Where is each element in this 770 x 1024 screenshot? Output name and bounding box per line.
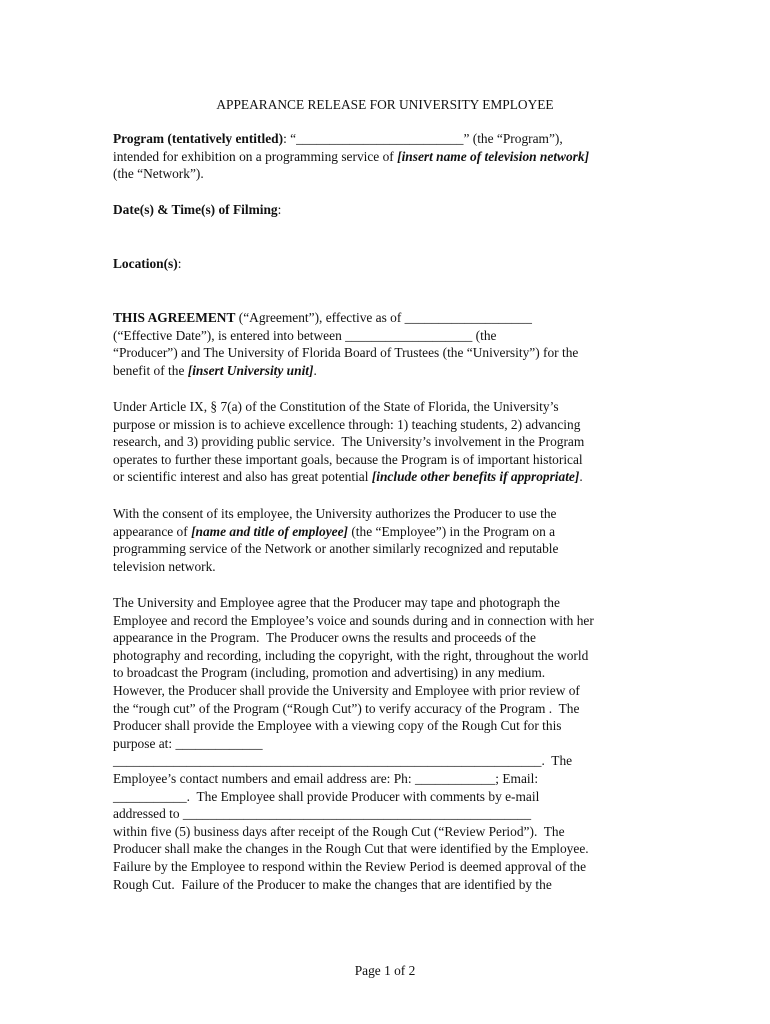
program-paragraph	[113, 130, 658, 183]
benefits-placeholder: [include other benefits if appropriate]	[371, 469, 580, 485]
program-line-1: Program (tentatively entitled): “_________________________” (the “Program”),	[113, 131, 563, 146]
consent-line-3: programming service of the Network or another similarly recognized and reputable	[113, 541, 559, 557]
rough-cut-line: within five (5) business days after receipt of the Rough Cut (“Review Period”). The	[113, 823, 565, 839]
employee-placeholder: [name and title of employee]	[191, 523, 348, 539]
unit-placeholder: [insert University unit]	[187, 362, 314, 378]
consent-line-1: With the consent of its employee, the University authorizes the Producer to use the	[113, 506, 557, 521]
rough-cut-line: Employee’s contact numbers and email address are: Ph: ____________; Email:	[113, 770, 539, 786]
agreement-line-4: benefit of the [insert University unit].	[113, 362, 317, 378]
dates-paragraph: Date(s) & Time(s) of Filming:	[113, 202, 282, 217]
rough-cut-paragraph	[113, 594, 658, 893]
rough-cut-line: Failure by the Employee to respond within the Review Period is deemed approval of the	[113, 858, 587, 874]
rough-cut-line: purpose at: _____________	[113, 735, 263, 751]
rough-cut-line: addressed to ____________________________________________________	[113, 806, 532, 822]
rough-cut-line: ___________. The Employee shall provide Producer with comments by e-mail	[113, 788, 540, 804]
page-number: Page 1 of 2	[354, 963, 416, 978]
program-line-2: intended for exhibition on a programming service of [insert name of television network]	[113, 148, 590, 164]
dates-label: Date(s) & Time(s) of Filming	[113, 202, 278, 217]
rough-cut-line: appearance in the Program. The Producer owns the results and proceeds of the	[113, 630, 536, 646]
article-paragraph	[113, 398, 658, 486]
article-line-1: Under Article IX, § 7(a) of the Constitution of the State of Florida, the University’s	[113, 399, 559, 414]
rough-cut-line: The University and Employee agree that the Producer may tape and photograph the	[113, 595, 560, 610]
program-line-3: (the “Network”).	[113, 166, 204, 182]
agreement-paragraph	[113, 309, 658, 379]
rough-cut-line: Producer shall provide the Employee with a viewing copy of the Rough Cut for this	[113, 718, 562, 734]
document-title: APPEARANCE RELEASE FOR UNIVERSITY EMPLOYEE	[216, 97, 554, 112]
rough-cut-line: ________________________________________________________________. The	[113, 753, 573, 769]
rough-cut-line: photography and recording, including the copyright, with the right, throughout the world	[113, 647, 589, 663]
rough-cut-line: Employee and record the Employee’s voice and sounds during and in connection with her	[113, 612, 594, 628]
article-line-2: purpose or mission is to achieve excellence through: 1) teaching students, 2) advancing	[113, 416, 581, 432]
consent-paragraph	[113, 505, 658, 575]
rough-cut-line: to broadcast the Program (including, promotion and advertising) in any medium.	[113, 665, 546, 681]
program-label: Program (tentatively entitled)	[113, 131, 284, 146]
location-paragraph: Location(s):	[113, 256, 182, 271]
rough-cut-line: However, the Producer shall provide the University and Employee with prior review of	[113, 682, 580, 698]
agreement-line-3: “Producer”) and The University of Florida Board of Trustees (the “University”) for the	[113, 345, 579, 361]
location-label: Location(s)	[113, 256, 178, 271]
network-placeholder: [insert name of television network]	[397, 148, 590, 164]
agreement-line-1: THIS AGREEMENT (“Agreement”), effective as of ___________________	[113, 310, 532, 325]
consent-line-4: television network.	[113, 558, 216, 574]
article-line-3: research, and 3) providing public service. The University’s involvement in the Program	[113, 434, 585, 450]
article-line-4: operates to further these important goals, because the Program is of important historical	[113, 451, 583, 467]
rough-cut-line: the “rough cut” of the Program (“Rough Cut”) to verify accuracy of the Program . The	[113, 700, 580, 716]
rough-cut-line: Producer shall make the changes in the Rough Cut that were identified by the Employee.	[113, 841, 589, 857]
consent-line-2: appearance of [name and title of employee] (the “Employee”) in the Program on a	[113, 523, 556, 539]
agreement-line-2: (“Effective Date”), is entered into between ___________________ (the	[113, 327, 497, 343]
article-line-5: or scientific interest and also has great potential [include other benefits if appropriate].	[113, 469, 583, 485]
rough-cut-line: Rough Cut. Failure of the Producer to make the changes that are identified by the	[113, 876, 552, 892]
agreement-heading: THIS AGREEMENT	[113, 310, 236, 325]
